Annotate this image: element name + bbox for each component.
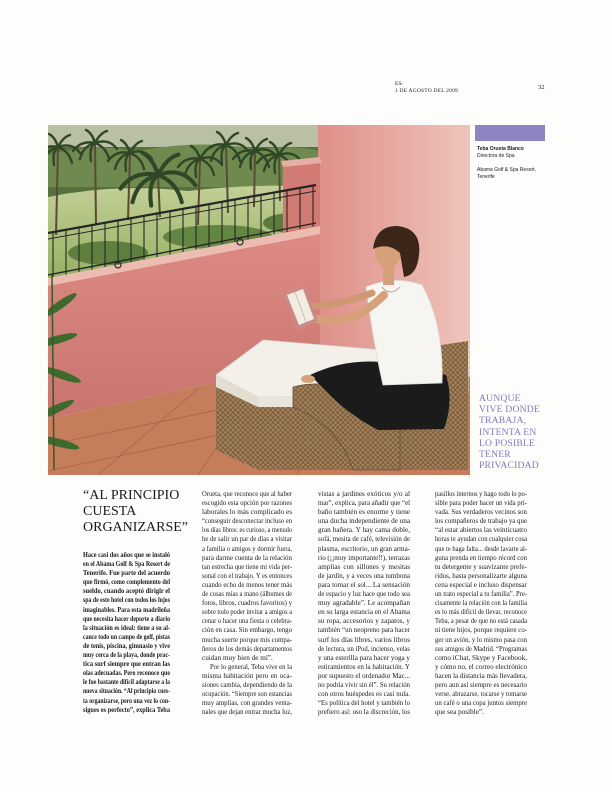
text-line: es lo más difícil de llevar, reconoce [435, 608, 527, 617]
article-column [83, 551, 170, 715]
text-line: “conseguir desconectar incluso en [202, 517, 292, 526]
text-line: en su larga estancia en el Abama [318, 608, 410, 617]
text-line: ger un avión, y lo mismo pasa con [435, 635, 527, 644]
text-line: tan estrecha que tiene mi vida per- [202, 562, 292, 571]
text-line: laborales lo más complicado es [202, 508, 292, 517]
text-line: “al estar abiertos las veinticuatro [435, 526, 527, 535]
text-line: gran bañera. Y hay cama doble, [318, 526, 410, 535]
text-line: cenar o hacer una fiesta o celebra- [202, 617, 292, 626]
text-line: en el Abama Golf & Spa Resort de [83, 560, 170, 569]
text-line: Hace casi dos años que se instaló [83, 551, 170, 559]
text-line: para darme cuenta de la relación [202, 553, 292, 562]
text-line: y cómo no, el correo electrónico [435, 662, 527, 671]
headline-line: CUESTA [83, 504, 137, 519]
text-line: a familia o amigos y dormir fuera, [202, 544, 292, 553]
pull-quote [479, 393, 551, 471]
page-number: 32 [538, 84, 545, 91]
article-headline [83, 488, 195, 536]
text-line: Orueta, que reconoce que al haber [202, 490, 292, 498]
text-line: cisamente la relación con la familia [435, 599, 527, 608]
text-line: escogido esta opción por razones [202, 499, 292, 508]
caption-location-line: Abama Golf & Spa Resort, [477, 167, 536, 174]
text-line: tica surf siempre que entran las [83, 660, 170, 669]
pull-quote-line: VIVE DONDE [479, 404, 540, 416]
text-line: un trato especial a tu familia”. Pre- [435, 590, 527, 599]
text-line: ocupación. “Siempre son estancias [202, 690, 292, 699]
text-line: Tenerife. Fue parte del acuerdo [83, 569, 170, 578]
text-line: muy amplias, con grandes venta- [202, 699, 292, 708]
text-line: he de salir un par de días a visitar [202, 535, 292, 544]
text-line: surf los días libres, varios libros [318, 635, 410, 644]
text-line: cuando echo de menos tener más [202, 580, 292, 589]
text-line: le fue bastante difícil adaptarse a la [83, 678, 170, 687]
text-line: que sea posible”. [435, 708, 484, 717]
article-column [202, 490, 292, 717]
text-line: que te haga falta... desde lavarte al- [435, 544, 527, 553]
pull-quote-line: TRABAJA, [479, 415, 527, 427]
pull-quote-line: AUNQUE [479, 393, 521, 404]
text-line: cance todo un campo de golf, pistas [83, 632, 170, 641]
text-line: de jardín, y a veces una tumbona [318, 571, 410, 580]
text-line: pero aun así siempre es necesario [435, 680, 527, 689]
text-line: siones cambia, dependiendo de la [202, 680, 292, 689]
article-column [435, 490, 527, 717]
text-line: ni tiene hijos, porque requiere co- [435, 626, 527, 635]
text-line: sus amigos de Madrid. “Programas [435, 644, 527, 653]
text-line: Por lo general, Teba vive en la [210, 662, 292, 671]
text-line: mar”, explica, para añadir que “el [318, 499, 410, 508]
text-line: que firmó, como complemento del [83, 578, 170, 587]
text-line: sible para poder hacer un vida pri- [435, 499, 527, 508]
text-line: verse, abrazarse, tocarse y tomarse [435, 690, 527, 699]
text-line: mucha suerte porque mis compa- [202, 635, 292, 644]
pull-quote-line: INTENTA EN [479, 426, 537, 438]
text-line: plasma, escritorio, un gran arma- [318, 544, 410, 553]
text-line: como iChat, Skype y Facebook, [435, 653, 527, 662]
text-line: imaginables. Para esta madrileña [83, 605, 170, 614]
text-line: nales que dejan entrar mucha luz, [202, 708, 292, 717]
text-line: de espacio y luz hace que todo sea [318, 590, 410, 599]
headline-line: ORGANIZARSE” [83, 520, 188, 535]
text-line: estiramientos en la habitación. Y [318, 662, 410, 671]
text-line: sofá, mesita de café, televisión de [318, 535, 410, 544]
text-line: ción en casa. Sin embargo, tengo [202, 626, 292, 635]
text-line: sueldo, cuando aceptó dirigir el [83, 587, 170, 596]
text-line: sobre todo poder invitar a amigos a [202, 608, 292, 617]
text-line: vada. Sus verdaderos vecinos son [435, 508, 527, 517]
text-line: los compañeros de trabajo ya que [435, 517, 527, 526]
caption-location-line: Tenerife [477, 173, 495, 180]
text-line: sigues es perfecto”, explica Teba [83, 705, 170, 714]
pull-quote-line: PRIVACIDAD [479, 460, 539, 472]
text-line: rio (¡¡muy importante!!), terrazas [318, 553, 410, 562]
text-line: que necesita hacer deporte a diario [83, 614, 170, 623]
text-line: sonal con el trabajo. Y es entonces [202, 571, 292, 580]
photo-caption [477, 146, 547, 180]
text-line: un café o una copa juntos siempre [435, 699, 527, 708]
caption-accent-bar [475, 125, 545, 141]
pull-quote-line: TENER [479, 449, 511, 461]
text-line: tu detergente y suavizante prefe- [435, 562, 527, 571]
text-line: baño también es enorme y tiene [318, 508, 410, 517]
issue-date: 1 DE AGOSTO DEL 2009 [395, 88, 458, 94]
text-line: de cosas mías a mano (álbumes de [202, 590, 292, 599]
text-line: horas te ayudan con cualquier cosa [435, 535, 527, 544]
text-line: “Es política del hotel y también lo [318, 699, 410, 708]
text-line: fotos, libros, cuadros favoritos) y [202, 599, 292, 608]
text-line: para tomar el sol... La sensación [318, 580, 410, 589]
text-line: spa de este hotel con todos los lujos [83, 596, 170, 605]
text-line: amplias con sillones y mesitas [318, 562, 410, 571]
article-column [318, 490, 410, 717]
text-line: con otros huéspedes es casi nula. [318, 690, 410, 699]
text-line: cena especial e incluso dispensar [435, 580, 527, 589]
caption-role: Directora de Spa [477, 152, 515, 159]
caption-spacer [477, 159, 547, 167]
text-line: también “un neopreno para hacer [318, 626, 410, 635]
text-line: ñeros de los demás departamentos [202, 644, 292, 653]
text-line: misma habitación pero en oca- [202, 671, 292, 680]
text-line: no podría vivir sin él”. Su relación [318, 680, 410, 689]
photo [48, 125, 470, 475]
text-line: ta organizarse, pero una vez lo con- [83, 696, 170, 705]
text-line: la situación es ideal: tiene a su al- [83, 623, 170, 632]
text-line: y una esterilla para hacer yoga y [318, 653, 410, 662]
text-line: cuidan muy bien de mí”. [202, 653, 273, 662]
caption-name: Teba Orueta Blanco [477, 146, 524, 152]
text-line: de lectura, un iPod, incienso, velas [318, 644, 410, 653]
text-line: guna prenda en tiempo récord con [435, 553, 527, 562]
text-line: vistas a jardines exóticos y/o al [318, 490, 410, 498]
text-line: muy cerca de la playa, donde prac- [83, 651, 170, 660]
headline-line: “AL PRINCIPIO [83, 488, 180, 503]
text-line: una ducha independiente de una [318, 517, 410, 526]
text-line: olas adecuadas. Pero reconoce que [83, 669, 170, 678]
pull-quote-line: LO POSIBLE [479, 437, 536, 449]
text-line: muy agradable”. Le acompañan [318, 599, 410, 608]
text-line: los días libres: es curioso, a menudo [202, 526, 292, 535]
section-tag: ES- [395, 81, 404, 87]
text-line: prefiero así: uso la discreción, los [318, 708, 410, 717]
text-line: Teba, a pesar de que no está casada [435, 617, 527, 626]
text-line: de tenis, piscina, gimnasio y vive [83, 641, 170, 650]
text-line: su ropa, accesorios y zapatos, y [318, 617, 410, 626]
text-line: nueva situación. “Al principio cues- [83, 687, 170, 696]
text-line: por supuesto el ordenador Mac... [318, 671, 410, 680]
text-line: hacen la distancia más llevadera, [435, 671, 527, 680]
text-line: ridos, hasta personalizarte alguna [435, 571, 527, 580]
text-line: pasillos internos y hago todo lo po- [435, 490, 527, 498]
